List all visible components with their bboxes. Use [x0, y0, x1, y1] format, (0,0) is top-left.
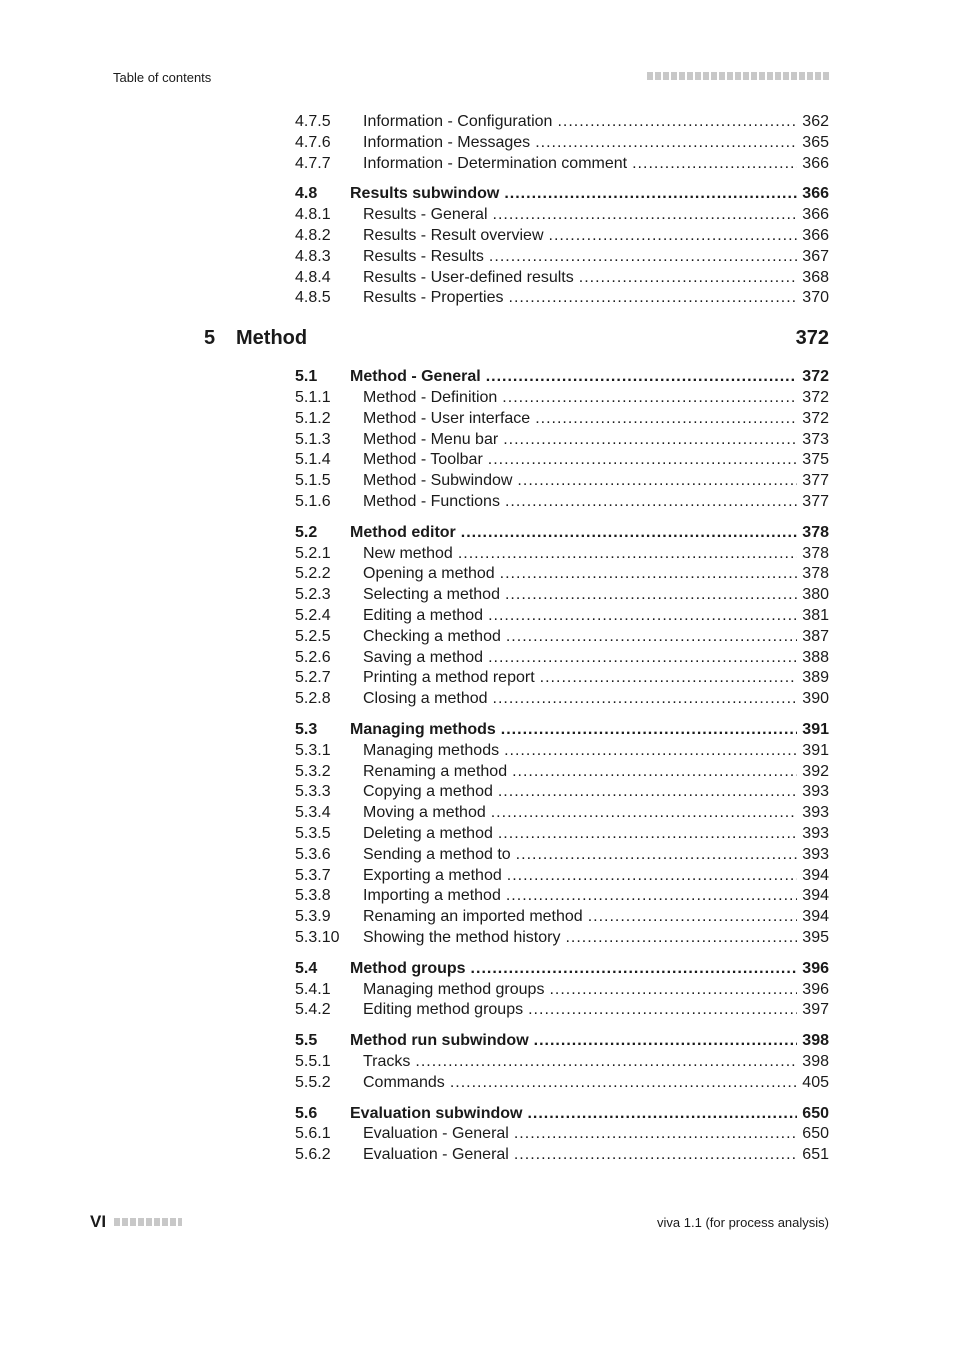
- dot-leader: [504, 184, 797, 204]
- dot-leader: [488, 648, 797, 668]
- entry-title: Evaluation - General: [363, 1125, 509, 1143]
- toc-entry[interactable]: [295, 980, 829, 1000]
- entry-page: 394: [802, 887, 829, 905]
- dot-leader: [491, 803, 798, 823]
- entry-number: 4.8.1: [295, 206, 331, 224]
- entry-number: 5.2.7: [295, 669, 331, 687]
- entry-page: 396: [802, 959, 829, 977]
- entry-page: 650: [802, 1125, 829, 1143]
- toc-entry[interactable]: [295, 845, 829, 865]
- entry-number: 5.2.6: [295, 648, 331, 666]
- dot-leader: [500, 564, 798, 584]
- dot-leader: [527, 1104, 797, 1124]
- dot-leader: [535, 409, 797, 429]
- entry-number: 5.6: [295, 1104, 318, 1122]
- entry-title: Commands: [363, 1073, 445, 1091]
- entry-title: Information - Configuration: [363, 113, 553, 130]
- dot-leader: [493, 205, 798, 225]
- dot-leader: [509, 288, 798, 308]
- toc-entry[interactable]: [295, 1124, 829, 1144]
- entry-page: 405: [802, 1073, 829, 1091]
- dot-leader: [488, 450, 798, 470]
- entry-number: 5.3.9: [295, 908, 331, 926]
- entry-number: 4.8.3: [295, 247, 331, 265]
- entry-title: Deleting a method: [363, 825, 493, 842]
- entry-title: Opening a method: [363, 565, 495, 583]
- entry-page: 387: [802, 627, 829, 645]
- entry-title: Managing method groups: [363, 980, 545, 998]
- entry-title: Closing a method: [363, 690, 488, 708]
- toc-entry[interactable]: [295, 1000, 829, 1020]
- entry-title: Managing methods: [350, 721, 496, 738]
- dot-leader: [565, 928, 797, 948]
- entry-number: 5.4.2: [295, 1001, 331, 1019]
- entry-number: 4.7.5: [295, 113, 331, 130]
- dot-leader: [579, 268, 798, 288]
- dot-leader: [632, 154, 797, 174]
- entry-number: 5.5.2: [295, 1073, 331, 1091]
- entry-title: Method - Subwindow: [363, 472, 513, 490]
- entry-page: 393: [802, 845, 829, 863]
- entry-number: 5.2.2: [295, 565, 331, 583]
- entry-number: 5.3.5: [295, 825, 331, 842]
- entry-title: Saving a method: [363, 648, 484, 666]
- dot-leader: [471, 959, 798, 979]
- entry-title: Selecting a method: [363, 586, 500, 604]
- entry-title: New method: [363, 544, 453, 562]
- dot-leader: [506, 627, 797, 647]
- entry-page: 393: [802, 783, 829, 801]
- entry-title: Evaluation subwindow: [350, 1104, 523, 1122]
- toc-entry[interactable]: [295, 471, 829, 491]
- entry-title: Information - Determination comment: [363, 154, 628, 172]
- entry-page: 362: [802, 113, 829, 130]
- entry-page: 377: [802, 493, 829, 510]
- toc-entry[interactable]: [295, 907, 829, 927]
- chapter-number: 5: [204, 327, 216, 350]
- entry-page: 398: [802, 1053, 829, 1070]
- dot-leader: [507, 866, 798, 886]
- entry-title: Editing method groups: [363, 1001, 524, 1019]
- entry-title: Method - General: [350, 368, 481, 386]
- entry-page: 397: [802, 1001, 829, 1019]
- toc-entry[interactable]: [295, 492, 829, 512]
- toc-entry[interactable]: [295, 689, 829, 709]
- dot-leader: [498, 824, 797, 844]
- dot-leader: [528, 1000, 797, 1020]
- entry-title: Copying a method: [363, 783, 493, 801]
- entry-page: 394: [802, 908, 829, 926]
- entry-title: Method - Definition: [363, 389, 498, 406]
- toc-entry[interactable]: [295, 668, 829, 688]
- entry-page: 381: [802, 607, 829, 624]
- entry-page: 366: [802, 206, 829, 224]
- entry-page: 651: [802, 1146, 829, 1164]
- toc-entry[interactable]: [295, 741, 829, 761]
- chapter-page: 372: [795, 327, 829, 350]
- entry-number: 5.3.2: [295, 762, 331, 780]
- toc-entry[interactable]: [295, 782, 829, 802]
- toc-entry[interactable]: [295, 606, 829, 626]
- toc-entry[interactable]: [295, 648, 829, 668]
- entry-page: 366: [802, 154, 829, 172]
- dot-leader: [461, 523, 798, 543]
- entry-number: 5.5: [295, 1032, 318, 1050]
- entry-page: 392: [802, 762, 829, 780]
- entry-title: Importing a method: [363, 887, 501, 905]
- entry-number: 5.1: [295, 368, 318, 386]
- entry-title: Exporting a method: [363, 866, 502, 884]
- entry-title: Results subwindow: [350, 185, 500, 203]
- entry-number: 5.2.5: [295, 627, 331, 645]
- toc-entry[interactable]: [295, 544, 829, 564]
- entry-title: Method - Functions: [363, 493, 500, 510]
- chapter-title: Method: [236, 327, 308, 350]
- dot-leader: [549, 980, 797, 1000]
- toc-entry[interactable]: [295, 762, 829, 782]
- entry-title: Checking a method: [363, 627, 501, 645]
- entry-page: 368: [802, 268, 829, 286]
- entry-title: Moving a method: [363, 804, 486, 822]
- toc-entry[interactable]: [295, 450, 829, 470]
- entry-title: Method - User interface: [363, 409, 531, 427]
- entry-title: Sending a method to: [363, 845, 511, 863]
- entry-page: 373: [802, 430, 829, 448]
- entry-number: 5.5.1: [295, 1053, 331, 1070]
- entry-title: Results - User-defined results: [363, 268, 574, 286]
- dot-leader: [458, 544, 797, 564]
- entry-page: 378: [802, 523, 829, 541]
- dot-leader: [588, 907, 798, 927]
- dot-leader: [512, 762, 797, 782]
- entry-number: 5.6.1: [295, 1125, 331, 1143]
- toc-entry[interactable]: [295, 928, 829, 948]
- entry-title: Method run subwindow: [350, 1032, 529, 1050]
- entry-number: 5.3.10: [295, 929, 340, 946]
- entry-page: 389: [802, 669, 829, 687]
- toc-entry[interactable]: [295, 154, 829, 174]
- entry-page: 372: [802, 368, 829, 386]
- dot-leader: [493, 689, 798, 709]
- entry-number: 5.4.1: [295, 980, 331, 998]
- entry-number: 5.2.1: [295, 544, 331, 562]
- entry-page: 394: [802, 866, 829, 884]
- toc-entry[interactable]: [295, 247, 829, 267]
- entry-page: 366: [802, 185, 829, 203]
- entry-page: 650: [802, 1104, 829, 1122]
- toc-section-entry[interactable]: [295, 523, 829, 543]
- dot-leader: [506, 886, 797, 906]
- entry-number: 5.2: [295, 523, 318, 541]
- toc-entry[interactable]: [295, 1145, 829, 1165]
- toc-entry[interactable]: [295, 627, 829, 647]
- toc-entry[interactable]: [295, 430, 829, 450]
- dot-leader: [498, 782, 797, 802]
- entry-page: 391: [802, 721, 829, 738]
- toc-entry[interactable]: [295, 288, 829, 308]
- entry-page: 367: [802, 247, 829, 265]
- toc-section-entry[interactable]: [295, 720, 829, 740]
- toc-section-entry[interactable]: [295, 1104, 829, 1124]
- entry-page: 378: [802, 544, 829, 562]
- entry-number: 5.2.4: [295, 607, 331, 624]
- entry-page: 372: [802, 389, 829, 406]
- entry-number: 5.6.2: [295, 1146, 331, 1164]
- entry-number: 5.1.1: [295, 389, 331, 406]
- dot-leader: [488, 606, 797, 626]
- entry-number: 4.8.4: [295, 268, 331, 286]
- dot-leader: [535, 133, 797, 153]
- entry-title: Results - Result overview: [363, 227, 544, 244]
- toc-section-entry[interactable]: [295, 1031, 829, 1051]
- entry-number: 5.4: [295, 959, 318, 977]
- dot-leader: [516, 845, 798, 865]
- dot-leader: [517, 471, 797, 491]
- chapter-heading[interactable]: [204, 327, 829, 351]
- header-decoration: [647, 72, 829, 80]
- entry-page: 380: [802, 586, 829, 604]
- entry-number: 4.8.2: [295, 227, 331, 244]
- toc-entry[interactable]: [295, 268, 829, 288]
- entry-title: Managing methods: [363, 741, 500, 759]
- toc-entry[interactable]: [295, 1073, 829, 1093]
- entry-number: 5.1.5: [295, 472, 331, 490]
- entry-title: Information - Messages: [363, 133, 531, 151]
- entry-page: 395: [802, 929, 829, 946]
- entry-page: 393: [802, 825, 829, 842]
- footer-page-label: VI: [90, 1212, 107, 1231]
- entry-number: 5.3: [295, 721, 318, 738]
- toc-entry[interactable]: [295, 205, 829, 225]
- entry-number: 4.7.7: [295, 154, 331, 172]
- entry-title: Renaming a method: [363, 762, 508, 780]
- toc-entry[interactable]: [295, 388, 829, 408]
- entry-number: 5.2.8: [295, 690, 331, 708]
- entry-title: Results - Properties: [363, 289, 504, 307]
- entry-page: 370: [802, 289, 829, 307]
- entry-title: Method editor: [350, 523, 456, 541]
- footer-product: viva 1.1 (for process analysis): [657, 1215, 829, 1230]
- entry-title: Editing a method: [363, 607, 484, 624]
- entry-number: 5.3.6: [295, 845, 331, 863]
- entry-number: 5.3.8: [295, 887, 331, 905]
- entry-title: Results - General: [363, 206, 488, 224]
- toc-entry[interactable]: [295, 585, 829, 605]
- entry-page: 377: [802, 472, 829, 490]
- dot-leader: [486, 367, 798, 387]
- toc-section-entry[interactable]: [295, 184, 829, 204]
- dot-leader: [557, 112, 797, 132]
- entry-page: 390: [802, 690, 829, 708]
- entry-title: Printing a method report: [363, 669, 535, 687]
- entry-number: 5.1.3: [295, 430, 331, 448]
- dot-leader: [501, 720, 798, 740]
- dot-leader: [489, 247, 797, 267]
- dot-leader: [534, 1031, 798, 1051]
- toc-entry[interactable]: [295, 803, 829, 823]
- entry-title: Results - Results: [363, 247, 484, 265]
- entry-page: 398: [802, 1032, 829, 1050]
- entry-number: 5.3.7: [295, 866, 331, 884]
- dot-leader: [415, 1052, 797, 1072]
- entry-page: 365: [802, 133, 829, 151]
- entry-number: 4.8: [295, 185, 318, 203]
- toc-entry[interactable]: [295, 1052, 829, 1072]
- footer-decoration: [114, 1218, 182, 1226]
- entry-title: Renaming an imported method: [363, 908, 583, 926]
- entry-page: 388: [802, 648, 829, 666]
- dot-leader: [505, 585, 797, 605]
- toc-entry[interactable]: [295, 226, 829, 246]
- toc-entry[interactable]: [295, 133, 829, 153]
- dot-leader: [502, 388, 797, 408]
- entry-title: Showing the method history: [363, 929, 561, 946]
- dot-leader: [504, 741, 797, 761]
- dot-leader: [514, 1124, 797, 1144]
- entry-number: 5.3.3: [295, 783, 331, 801]
- entry-page: 391: [802, 741, 829, 759]
- entry-title: Method - Toolbar: [363, 451, 483, 469]
- dot-leader: [450, 1073, 797, 1093]
- entry-title: Method - Menu bar: [363, 430, 499, 448]
- toc-entry[interactable]: [295, 409, 829, 429]
- entry-number: 4.7.6: [295, 133, 331, 151]
- entry-title: Tracks: [363, 1053, 411, 1070]
- entry-page: 366: [802, 227, 829, 244]
- entry-number: 5.3.4: [295, 804, 331, 822]
- toc-entry[interactable]: [295, 112, 829, 132]
- dot-leader: [514, 1145, 797, 1165]
- dot-leader: [549, 226, 798, 246]
- entry-number: 5.1.6: [295, 493, 331, 510]
- entry-number: 5.1.2: [295, 409, 331, 427]
- entry-title: Evaluation - General: [363, 1146, 509, 1164]
- entry-page: 375: [802, 451, 829, 469]
- entry-number: 5.2.3: [295, 586, 331, 604]
- toc-entry[interactable]: [295, 824, 829, 844]
- entry-number: 4.8.5: [295, 289, 331, 307]
- entry-title: Method groups: [350, 959, 466, 977]
- entry-page: 396: [802, 980, 829, 998]
- dot-leader: [540, 668, 798, 688]
- dot-leader: [505, 492, 797, 512]
- dot-leader: [503, 430, 797, 450]
- toc-section-entry[interactable]: [295, 959, 829, 979]
- toc-entry[interactable]: [295, 886, 829, 906]
- header-title: Table of contents: [113, 70, 212, 85]
- entry-number: 5.3.1: [295, 741, 331, 759]
- toc-entry[interactable]: [295, 866, 829, 886]
- entry-page: 378: [802, 565, 829, 583]
- entry-number: 5.1.4: [295, 451, 331, 469]
- entry-page: 372: [802, 409, 829, 427]
- toc-entry[interactable]: [295, 564, 829, 584]
- entry-page: 393: [802, 804, 829, 822]
- toc-section-entry[interactable]: [295, 367, 829, 387]
